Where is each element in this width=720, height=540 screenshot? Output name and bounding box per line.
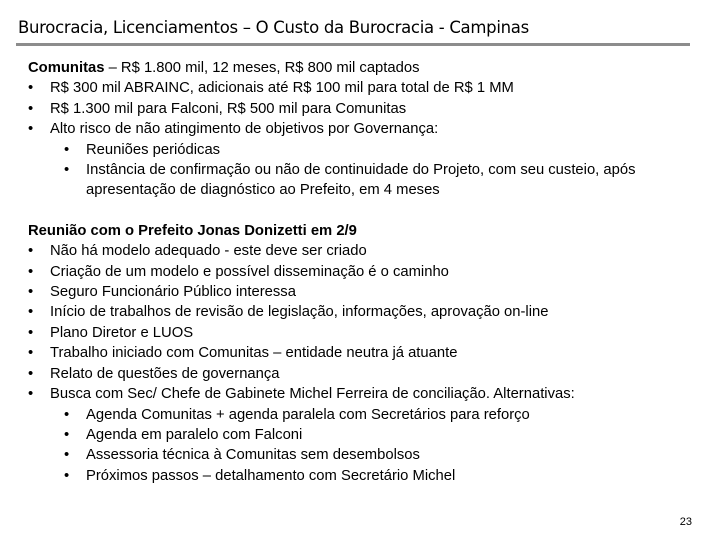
- list-item: [28, 343, 698, 363]
- list-item-text: R$ 1.300 mil para Falconi, R$ 500 mil para Comunitas: [50, 100, 407, 117]
- bullet-icon: •: [64, 467, 70, 484]
- list-item-text: Trabalho iniciado com Comunitas – entidade neutra já atuante: [50, 345, 458, 362]
- sub-list-item-text: Agenda Comunitas + agenda paralela com Secretários para reforço: [86, 406, 530, 423]
- bullet-icon: •: [28, 345, 34, 362]
- bullet-icon: •: [28, 121, 34, 138]
- page-number: 23: [679, 516, 692, 528]
- list-item: [28, 323, 698, 343]
- slide-title: Burocracia, Licenciamentos – O Custo da Burocracia - Campinas: [18, 18, 529, 37]
- list-item: [28, 78, 698, 98]
- list-item-text: Alto risco de não atingimento de objetivos por Governança:: [50, 121, 439, 138]
- slide-body: [28, 58, 698, 486]
- title-underline: [16, 43, 690, 46]
- section-comunitas: [28, 58, 698, 201]
- bullet-icon: •: [28, 243, 34, 260]
- section-heading: [28, 58, 698, 78]
- sub-list-item-text: Agenda em paralelo com Falconi: [86, 426, 303, 443]
- list-item: [28, 241, 698, 261]
- list-item: [28, 302, 698, 322]
- bullet-icon: •: [28, 365, 34, 382]
- list-item-text: R$ 300 mil ABRAINC, adicionais até R$ 100 mil para total de R$ 1 MM: [50, 80, 514, 97]
- list-item: [28, 282, 698, 302]
- bullet-icon: •: [64, 162, 70, 179]
- sub-list-item: [28, 405, 698, 425]
- list-item: [28, 364, 698, 384]
- list-item-text: Plano Diretor e LUOS: [50, 324, 194, 341]
- list-item-text: Criação de um modelo e possível disseminação é o caminho: [50, 263, 449, 280]
- heading-bold: Comunitas: [28, 60, 105, 76]
- bullet-icon: •: [28, 386, 34, 403]
- section-reuniao-prefeito: [28, 221, 698, 486]
- bullet-icon: •: [28, 284, 34, 301]
- sub-list-item-text: Assessoria técnica à Comunitas sem desembolsos: [86, 447, 420, 464]
- sub-list-item: [28, 425, 698, 445]
- bullet-icon: •: [28, 263, 34, 280]
- bullet-icon: •: [64, 406, 70, 423]
- list-item-text: Seguro Funcionário Público interessa: [50, 284, 296, 301]
- sub-list-item: [28, 445, 698, 465]
- sub-list-item: [28, 140, 698, 160]
- list-item: [28, 119, 698, 139]
- list-item: [28, 99, 698, 119]
- section-heading: [28, 221, 698, 241]
- list-item-text: Início de trabalhos de revisão de legislação, informações, aprovação on-line: [50, 304, 549, 321]
- sub-list-item: [28, 466, 698, 486]
- bullet-icon: •: [28, 100, 34, 117]
- bullet-icon: •: [64, 141, 70, 158]
- sub-list-item: [28, 160, 698, 201]
- list-item: [28, 384, 698, 404]
- bullet-icon: •: [28, 324, 34, 341]
- heading-text: – R$ 1.800 mil, 12 meses, R$ 800 mil captados: [104, 60, 420, 76]
- list-item: [28, 262, 698, 282]
- sub-list-item-text: Instância de confirmação ou não de continuidade do Projeto, com seu custeio, após apresentação de diagnóstico ao Prefeito, em 4 meses: [86, 162, 636, 199]
- bullet-icon: •: [28, 304, 34, 321]
- sub-list-item-text: Reuniões periódicas: [86, 141, 221, 158]
- bullet-icon: •: [64, 426, 70, 443]
- sub-list-item-text: Próximos passos – detalhamento com Secretário Michel: [86, 467, 456, 484]
- heading-bold: Reunião com o Prefeito Jonas Donizetti em 2/9: [28, 222, 357, 239]
- list-item-text: Não há modelo adequado - este deve ser criado: [50, 243, 367, 260]
- bullet-icon: •: [28, 80, 34, 97]
- list-item-text: Busca com Sec/ Chefe de Gabinete Michel Ferreira de conciliação. Alternativas:: [50, 386, 575, 403]
- bullet-icon: •: [64, 447, 70, 464]
- list-item-text: Relato de questões de governança: [50, 365, 280, 382]
